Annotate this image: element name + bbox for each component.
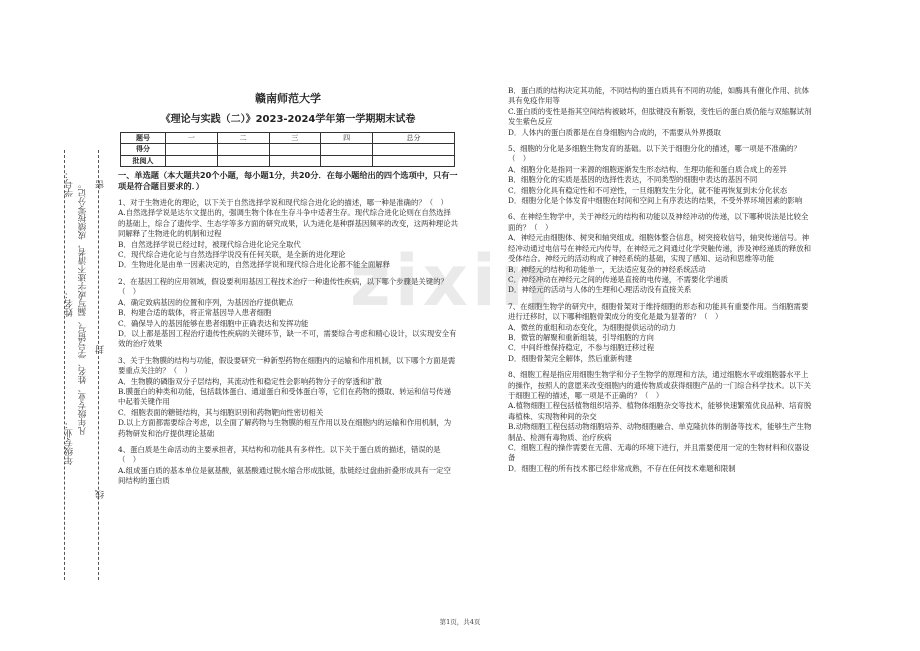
question [118,198,458,271]
score-table-grader-row [121,155,455,166]
score-table-score-row [121,144,455,155]
score-table-row-label: 题号 [121,132,166,143]
answer-option: D．细胞工程的所有技术都已经非常成熟，不存在任何技术难题和限制 [508,463,736,473]
score-cell [321,144,373,155]
score-table-col: 二 [217,132,269,143]
question [508,86,813,138]
grader-cell [166,155,218,166]
answer-option: A．细胞分化是指同一来源的细胞逐渐发生形态结构、生理功能和蛋白质合成上的差异 [508,164,787,174]
seal-feng: 封 [96,345,106,354]
watermark: zixin [350,240,554,322]
answer-option: D．神经元的活动与人体的生理和心理活动没有直接关系 [508,285,692,295]
answer-option: D．生物进化是由单一因素决定的，自然选择学说和现代综合进化论都不能全面解释 [118,260,390,270]
answer-option: C．细胞表面的糖链结构，其与细胞识别和药物靶向性密切相关 [118,407,324,417]
answer-option: D．细胞分化是个体发育中细胞在时间和空间上有序表达的结果，不受外界环境因素的影响 [508,196,803,206]
question-stem: 4、蛋白质是生命活动的主要承担者，其结构和功能具有多样性。以下关于蛋白质的描述，错误的是（ ） [118,444,441,465]
question [118,277,458,350]
grader-cell [373,155,455,166]
student-id-label: 学号： [65,170,75,197]
answer-option: B．蛋白质的结构决定其功能，不同结构的蛋白质具有不同的功能，如酶具有催化作用、抗体具有免疫作用等 [508,86,810,106]
question-stem: 2、在基因工程的应用领域，假设要利用基因工程技术治疗一种遗传性疾病，以下哪个步骤是关键的？（ ） [118,276,448,297]
question-stem: 1、对于生物进化的理论，以下关于自然选择学说和现代综合进化论的描述，哪一种是准确的？（ ） [118,198,448,208]
question-stem: 5、细胞的分化是多细胞生物发育的基础。以下关于细胞分化的描述，哪一项是不准确的？（ ） [508,144,801,164]
score-table-col: 四 [321,132,373,143]
answer-option: B.膜蛋白的种类和功能，包括载体蛋白、通道蛋白和受体蛋白等，它们在药物的摄取、转运和信号传递中起着关键作用 [118,386,451,407]
score-cell [269,144,321,155]
right-questions [508,86,813,474]
binding-line-inner [98,150,99,580]
score-table-col: 总分 [373,132,455,143]
answer-option: A.组成蛋白质的基本单位是氨基酸，氨基酸通过脱水缩合形成肽链，肽链经过盘曲折叠形成具有一定空间结构的蛋白质 [118,465,451,486]
seal-xian: 线 [96,490,106,499]
score-table [120,132,455,167]
answer-option: C．神经冲动在神经元之间的传递是直接的电传递，不需要化学递质 [508,274,728,284]
question-stem: 6、在神经生物学中，关于神经元的结构和功能以及神经冲动的传递，以下哪种说法是比较全面的？（ ） [508,212,809,232]
question [508,144,813,206]
score-cell [217,144,269,155]
binding-line-outer [64,150,65,580]
answer-option: B．自然选择学说已经过时，被现代综合进化论完全取代 [118,239,301,249]
score-table-col: 三 [269,132,321,143]
answer-option: C．中间纤维保持稳定，不参与细胞迁移过程 [508,343,655,353]
score-table-row-label: 得分 [121,144,166,155]
score-table-col: 一 [166,132,218,143]
score-cell [373,144,455,155]
score-table-row-label: 批阅人 [121,155,166,166]
question [508,370,813,474]
question-stem: 3、关于生物膜的结构与功能，假设要研究一种新型药物在细胞内的运输和作用机制，以下哪个方面是需要重点关注的？（ ） [118,355,456,376]
answer-option: C．细胞分化具有稳定性和不可逆性，一旦细胞发生分化，就不能再恢复到未分化状态 [508,185,788,195]
question [508,212,813,295]
section-heading: 一、单选题（本大题共20个小题，每小题1分，共20分．在每小题给出的四个选项中，只有一项是符合题目要求的．） [118,170,458,192]
left-column [118,90,458,487]
left-questions [118,198,458,487]
grader-cell [321,155,373,166]
answer-option: D.以上方面都需要综合考虑，以全面了解药物与生物膜的相互作用以及在细胞内的运输和作用机制，为药物研发和治疗提供理论基础 [118,418,452,438]
binding-warning: 凡年级专业、姓名、学号错写、漏写或字迹不清者，成绩按零分记。 [78,180,88,435]
university-name: 赣南师范大学 [255,92,321,105]
question [118,356,458,439]
answer-option: A．神经元由细胞体、树突和轴突组成。细胞体整合信息，树突接收信号，轴突传递信号。神经冲动通过电信号在神经元内传导，在神经元之间通过化学突触传递，涉及神经递质的释放和受体结合。神经元的活动构成了神经系统的基础，实现了感知、运动和思维等功能 [508,233,812,264]
score-cell [166,144,218,155]
page-footer: 第1页，共4页 [439,618,481,626]
answer-option: B．神经元的结构和功能单一，无法适应复杂的神经系统活动 [508,264,706,274]
grader-cell [269,155,321,166]
question [118,445,458,487]
right-column [508,86,813,474]
seal-mi: 密 [96,180,106,189]
answer-option: D．以上都是基因工程治疗遗传性疾病的关键环节，缺一不可，需要综合考虑和精心设计，以实现安全有效的治疗效果 [118,328,457,349]
question-stem: 8、细胞工程是指应用细胞生物学和分子生物学的原理和方法，通过细胞水平或细胞器水平上的操作，按照人的意愿来改变细胞内的遗传物质或获得细胞产品的一门综合科学技术。以下关于细胞工程的描述，哪一项是不正确的？（ ） [508,370,812,400]
answer-option: B．细胞分化的实质是基因的选择性表达，不同类型的细胞中表达的基因不同 [508,175,758,185]
answer-option: A.植物细胞工程包括植物组织培养、植物体细胞杂交等技术，能够快速繁殖优良品种、培育脱毒植株、实现物种间的杂交 [508,401,812,421]
answer-option: C．确保导入的基因能够在患者细胞中正确表达和发挥功能 [118,318,309,328]
answer-option: C．细胞工程的操作需要在无菌、无毒的环境下进行，并且需要使用一定的生物材料和仪器设备 [508,443,810,463]
binding-margin [50,150,120,590]
question [508,302,813,364]
answer-option: B．构建合适的载体，将正常基因导入患者细胞 [118,308,272,318]
answer-option: D．细胞骨架完全解体，然后重新构建 [508,353,633,363]
answer-option: B．微管的解聚和重新组装，引导细胞的方向 [508,332,654,342]
answer-option: A．确定致病基因的位置和序列，为基因治疗提供靶点 [118,297,294,307]
answer-option: A.自然选择学说是达尔文提出的，强调生物个体在生存斗争中适者生存。现代综合进化论则在自然选择的基础上，综合了遗传学、生态学等多方面的研究成果，认为进化是种群基因频率的改变，这两种理论共同解释了生物进化的机制和过程 [118,208,458,239]
name-label: 姓名： [65,290,75,317]
answer-option: C.蛋白质的变性是指其空间结构被破坏，但肽键没有断裂，变性后的蛋白质仍能与双缩脲试剂发生紫色反应 [508,106,812,127]
answer-option: B.动物细胞工程包括动物细胞培养、动物细胞融合、单克隆抗体的制备等技术，能够生产生物制品、检测有毒物质、治疗疾病 [508,422,812,442]
exam-title: 《理论与实践（二）》2023-2024学年第一学期期末试卷 [160,114,416,126]
grader-cell [217,155,269,166]
answer-option: A．微丝的重组和动态变化，为细胞提供运动的动力 [508,322,676,332]
question-stem: 7、在细胞生物学的研究中，细胞骨架对于维持细胞的形态和功能具有重要作用。当细胞需要进行迁移时，以下哪种细胞骨架成分的变化是最为显著的？（ ） [508,301,809,322]
answer-option: D．人体内的蛋白质都是在自身细胞内合成的，不需要从外界摄取 [508,127,721,137]
grade-major-label: 年级专业： [65,420,75,465]
score-table-header-row [121,132,455,143]
answer-option: C．现代综合进化论与自然选择学说没有任何关联，是全新的进化理论 [118,250,346,260]
answer-option: A．生物膜的磷脂双分子层结构，其流动性和稳定性会影响药物分子的穿透和扩散 [118,376,383,386]
